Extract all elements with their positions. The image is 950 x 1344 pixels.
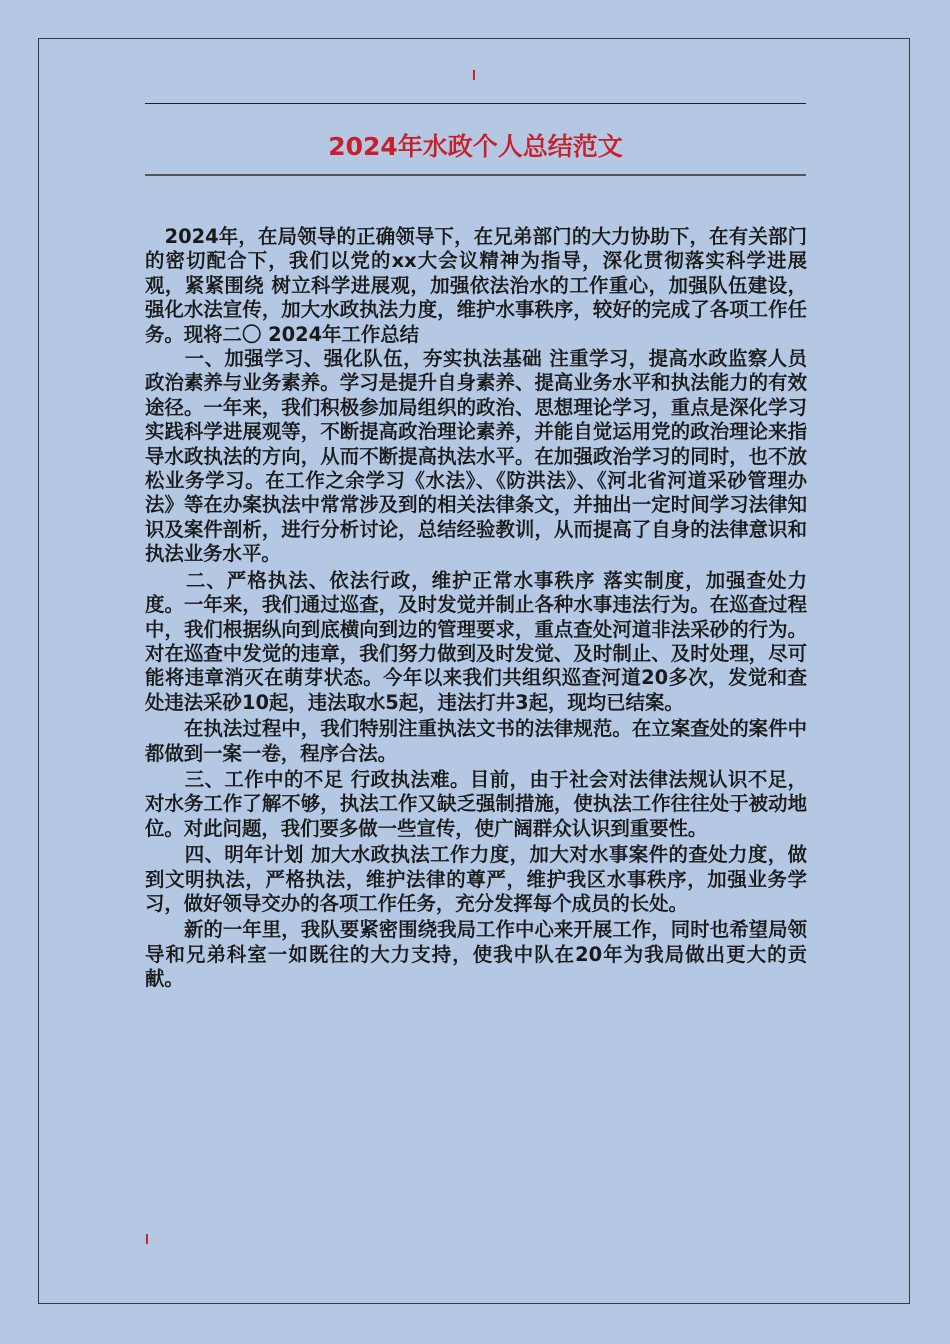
footer-mark: l: [145, 1231, 149, 1247]
document-body: [145, 225, 807, 992]
title-underline: [145, 174, 806, 176]
paragraph-section-1: 一、加强学习、强化队伍，夯实执法基础 注重学习，提高水政监察人员政治素养与业务素养。学习是提升自身素养、提高业务水平和执法能力的有效途径。一年来，我们积极参加局组织的政治、思想理论学习，重点是深化学习实践科学进展观等，不断提高政治理论素养，并能自觉运用党的政治理论来指导水政执法的方向，从而不断提高执法水平。在加强政治学习的同时，也不放松业务学习。在工作之余学习《水法》、《防洪法》、《河北省河道采砂管理办法》等在办案执法中常常涉及到的相关法律条文，并抽出一定时间学习法律知识及案件剖析，进行分析讨论，总结经验教训，从而提高了自身的法律意识和执法业务水平。: [145, 347, 807, 566]
header-rule: [145, 103, 806, 104]
header-mark: l: [472, 67, 476, 83]
paragraph-section-3: 三、工作中的不足 行政执法难。目前，由于社会对法律法规认识不足，对水务工作了解不够，执法工作又缺乏强制措施，使执法工作往往处于被动地位。对此问题，我们要多做一些宣传，使广阔群众认识到重要性。: [145, 767, 807, 840]
paragraph-section-2: 二、严格执法、依法行政，维护正常水事秩序 落实制度，加强查处力度。一年来，我们通过巡查，及时发觉并制止各种水事违法行为。在巡查过程中，我们根据纵向到底横向到边的管理要求，重点查处河道非法采砂的行为。对在巡查中发觉的违章，我们努力做到及时发觉、及时制止、及时处理，尽可能将违章消灭在萌芽状态。今年以来我们共组织巡查河道20多次，发觉和查处违法采砂10起，违法取水5起，违法打井3起，现均已结案。: [145, 568, 807, 714]
paragraph-intro: 2024年，在局领导的正确领导下，在兄弟部门的大力协助下，在有关部门的密切配合下，我们以党的xx大会议精神为指导，深化贯彻落实科学进展观，紧紧围绕 树立科学进展观，加强依法治水的工作重心，加强队伍建设，强化水法宣传，加大水政执法力度，维护水事秩序，较好的完成了各项工作任务。现将二〇 2024年工作总结: [145, 225, 807, 346]
paragraph-closing: 新的一年里，我队要紧密围绕我局工作中心来开展工作，同时也希望局领导和兄弟科室一如既往的大力支持，使我中队在20年为我局做出更大的贡献。: [145, 918, 807, 991]
paragraph-section-4: 四、明年计划 加大水政执法工作力度，加大对水事案件的查处力度，做到文明执法，严格执法，维护法律的尊严，维护我区水事秩序，加强业务学习，做好领导交办的各项工作任务，充分发挥每个成员的长处。: [145, 843, 807, 915]
paragraph-section-2-detail: 在执法过程中，我们特别注重执法文书的法律规范。在立案查处的案件中都做到一案一卷，程序合法。: [145, 717, 807, 765]
document-title: 2024年水政个人总结范文: [328, 132, 623, 161]
